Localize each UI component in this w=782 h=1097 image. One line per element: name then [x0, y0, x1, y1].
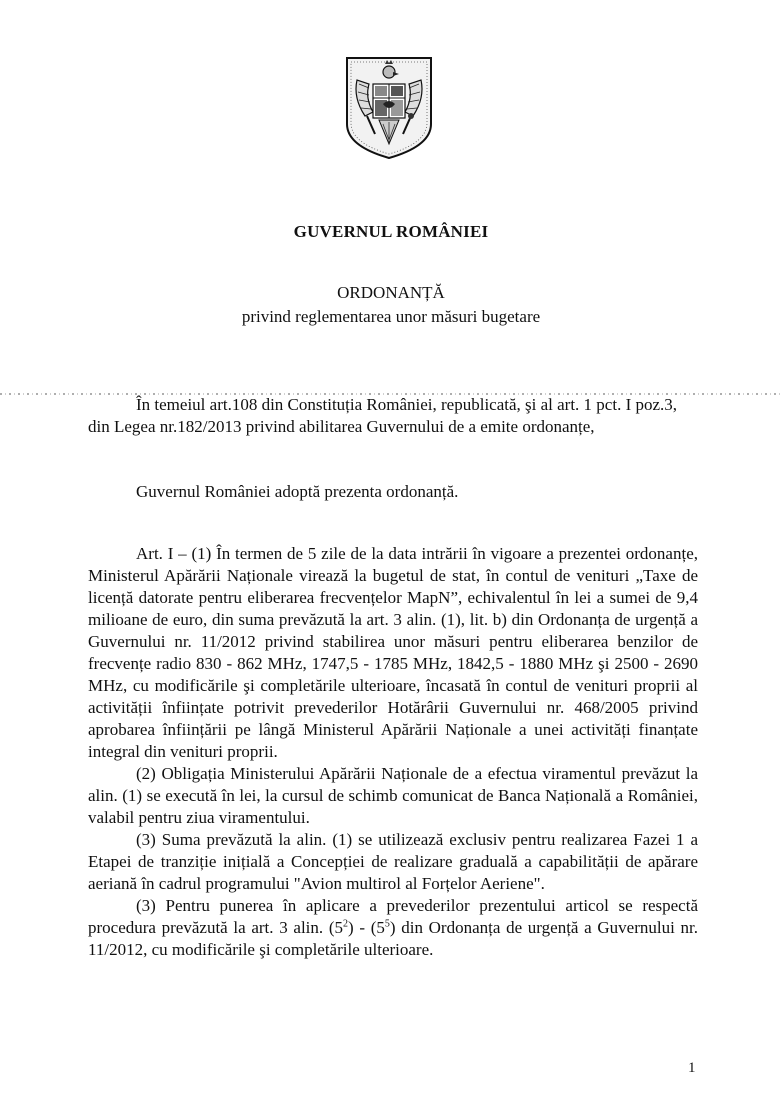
paragraph-text: Suma prevăzută la alin. (1) se utilizează exclusiv pentru realizarea Fazei 1 a Etapei de tranziție inițială a Concepției de realizare graduală a capabilității de apărare aeriană în cadrul programului "Avion multirol al Forțelor Aeriene".: [88, 830, 699, 893]
paragraph-label: (3): [136, 896, 156, 915]
adoption-section: [88, 481, 698, 503]
page-number: 1: [688, 1060, 696, 1076]
superscript: 5: [384, 918, 390, 930]
government-heading: GUVERNUL ROMÂNIEI: [293, 222, 489, 241]
paragraph-text-mid: ) - (5: [348, 918, 385, 937]
document-type-heading: ORDONANȚĂ: [337, 283, 445, 302]
article-1-paragraph-3: [88, 829, 698, 895]
paragraph-text: În termen de 5 zile de la data intrării în vigoare a prezentei ordonanțe, Ministerul Apărării Naționale virează la bugetul de stat, în contul de venituri „Taxe de licență datorate pentru eliberarea frecvențelor MapN”, echivalentul în lei a sumei de 9,4 milioane de euro, din suma prevăzută la art. 3 alin. (1), lit. b) din Ordonanța de urgență a Guvernului nr. 11/2012 privind stabilirea unor măsuri pentru eliberarea benzilor de frecvențe radio 830 - 862 MHz, 1747,5 - 1785 MHz, 1842,5 - 1880 MHz şi 2500 - 2690 MHz, cu modificările şi completările ulterioare, încasată în contul de venituri proprii al activității înființate potrivit prevederilor Hotărârii Guvernului nr. 468/2005 privind aprobarea înființării pe lângă Ministerul Apărării Naționale a unei activități finanțate integral din venituri proprii.: [88, 544, 698, 761]
paragraph-label: (2): [136, 764, 156, 783]
article-1-paragraph-1: [88, 543, 698, 763]
preamble-section: [88, 394, 698, 438]
paragraph-text: Obligația Ministerului Apărării Naționale de a efectua viramentul prevăzut la alin. (1) se execută în lei, la cursul de schimb comunicat de Banca Națională a României, valabil pentru ziua viramentului.: [88, 764, 699, 827]
articles-section: [88, 543, 698, 961]
paragraph-text-start: Pentru punerea în aplicare a prevederilor prezentului articol se respectă procedura prevăzută la art. 3 alin. (5: [88, 896, 698, 937]
document-subtitle: privind reglementarea unor măsuri bugetare: [241, 307, 541, 326]
paragraph-label: (3): [136, 830, 156, 849]
superscript: 2: [343, 918, 349, 930]
paragraph-text-end: ) din Ordonanța de urgență a Guvernului nr. 11/2012, cu modificările şi completările ulterioare.: [88, 918, 698, 959]
preamble-paragraph: În temeiul art.108 din Constituția României, republicată, şi al art. 1 pct. I poz.3, din Legea nr.182/2013 privind abilitarea Guvernului de a emite ordonanțe,: [88, 395, 678, 436]
paragraph-label: Art. I – (1): [136, 544, 212, 563]
article-1-paragraph-4: [88, 895, 698, 961]
coat-of-arms-icon: [343, 54, 435, 160]
article-1-paragraph-2: [88, 763, 698, 829]
adoption-paragraph: Guvernul României adoptă prezenta ordonanță.: [136, 482, 459, 501]
